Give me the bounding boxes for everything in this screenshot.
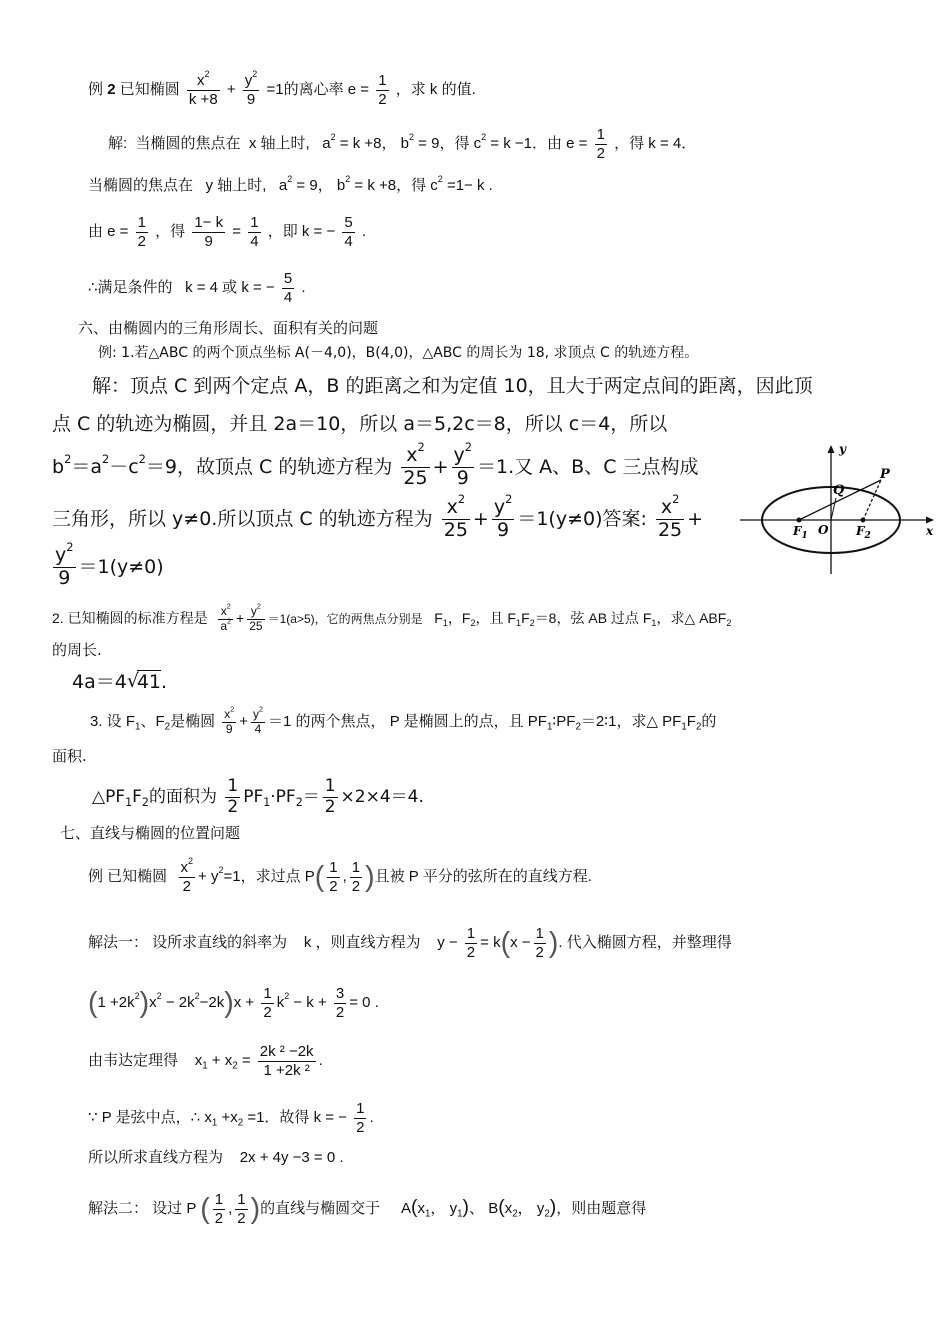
segment-f2-p <box>863 480 881 520</box>
sqrt: √ 41 <box>126 670 162 693</box>
example-7-line: 例 已知椭圆 $\frac{x^2}{2}$ + $y^2=1$，求过点 P( $\frac{1}{2}$ , $\frac{1}{2}$ )且被 P 平分的弦所在的直线方程. <box>88 856 592 895</box>
t: △PF <box>92 787 126 807</box>
answer-3: $\triangle PF_1F_2$的面积为 $\frac{1}{2}$ $PF_1\cdot PF_2=$ $\frac{1}{2}$ ×2×4＝4. <box>92 775 424 817</box>
x-axis-arrow <box>926 517 934 524</box>
t: 3. 设 F <box>90 713 136 730</box>
question-3: 3. 设 $F_1$、$F_2$是椭圆 $\frac{x^2}{9}$ + $\frac{y^2}{4}$ ＝1 的两个焦点， P 是椭圆上的点，且 $PF_1∶PF_2=2∶1$，求△ $PF_1F_2$的 <box>90 704 717 736</box>
label-y: y <box>839 442 846 456</box>
frac: $\frac{y^2}{4}$ <box>253 704 264 736</box>
question-2: 2. 已知椭圆的标准方程是 $\frac{x^2}{a^2}$ + $\frac{y^2}{25}$ ＝1(a>5)，它的两焦点分别是 $F_1$，$F_2$，且 $F_1F_2=8$，弦 AB 过点 $F_1$，求△ $ABF_2$ <box>52 601 732 633</box>
t: ，F <box>447 610 471 626</box>
method-1-line-4: ∵ P 是弦中点，∴ $x_1 +x_2 =1$．故得 k = − $\frac{1}{2}$ . <box>88 1100 374 1136</box>
e: e = <box>347 81 370 98</box>
text: ，求 <box>395 81 426 98</box>
t: x 轴上时, <box>248 135 310 152</box>
focus-f1-point <box>797 518 802 523</box>
t: ＝a <box>71 456 102 478</box>
t: x + <box>233 994 255 1011</box>
t: . <box>369 1109 374 1126</box>
t: A <box>400 1200 411 1217</box>
t: 、 B <box>469 1200 499 1217</box>
num: y <box>244 72 253 90</box>
t: F <box>521 610 530 626</box>
t: ＝1(a>5)，它的两焦点分别是 <box>267 612 423 626</box>
t: 的面积为 <box>148 787 217 807</box>
fraction-half: $\frac{1}{2}$ <box>596 126 605 162</box>
frac: $\frac{1}{2}$ <box>351 859 361 895</box>
frac: $\frac{1}{2}$ <box>324 775 336 817</box>
solution-line-4 <box>88 264 306 312</box>
t: x <box>194 1052 203 1069</box>
solution-line-2: 当椭圆的焦点在 y 轴上时, $a^2 = 9$， $b^2 = k +8$，得 $c^2 =1- k$ . <box>88 173 493 194</box>
t: ，得 <box>155 223 186 240</box>
t: + y <box>198 868 219 885</box>
t: ∶PF <box>552 713 576 730</box>
t: F <box>686 713 696 730</box>
t: ，则由题意得 <box>556 1200 647 1217</box>
label-o: O <box>818 523 829 537</box>
t: = <box>241 1052 251 1069</box>
method-1-line-5 <box>88 1148 344 1168</box>
t: ， y <box>517 1200 545 1217</box>
t: . <box>361 223 367 240</box>
focus-f2-point <box>861 518 866 523</box>
t: = k +8， b <box>339 135 409 152</box>
t: ＝8，弦 AB 过点 F <box>534 610 652 626</box>
solution-line-3 <box>88 208 366 256</box>
solution-line-1: 解: 当椭圆的焦点在 x 轴上时, $a^2 = k +8$， $b^2 = 9$，得 $c^2 = k -1$．由 e = $\frac{1}{2}$ ，得 k = 4． <box>108 126 697 162</box>
method-1-line-1: 解法一： 设所求直线的斜率为 k ，则直线方程为 y − $\frac{1}{2}$ = k(x − $\frac{1}{2}$ ). 代入椭圆方程，并整理得 <box>88 925 732 961</box>
text: 已知椭圆 <box>119 81 180 98</box>
t: ，即 k = − <box>267 223 336 240</box>
method-1-line-3: 由韦达定理得 $x_1 + x_2$ = $\frac{\text{2k ² −2k}}{\text{1 +2k ²}}$ . <box>88 1043 323 1079</box>
t: = <box>232 223 242 240</box>
t: ＝1(y≠0) <box>78 556 164 578</box>
fraction-half: $\frac{1}{2}$ <box>378 72 387 108</box>
t: ＝1(y≠0)答案: <box>517 508 647 530</box>
t: ＝9，故顶点 C 的轨迹方程为 <box>145 456 393 478</box>
t: − 2k <box>165 994 195 1011</box>
t: 是椭圆 <box>170 713 216 730</box>
t: 且被 P 平分的弦所在的直线方程. <box>374 868 592 885</box>
t: ，得 k = 4． <box>614 135 697 152</box>
t: + <box>472 508 489 530</box>
t: ·PF <box>270 787 296 807</box>
t: 解法二： 设过 P <box>88 1200 197 1217</box>
t: + <box>432 456 449 478</box>
t: x − <box>510 934 531 951</box>
t: ＝ <box>302 787 320 807</box>
t: ＝1 的两个焦点， P 是椭圆上的点，且 PF <box>268 713 547 730</box>
text: 的值. <box>441 81 476 98</box>
t: 1 +2k <box>97 994 135 1011</box>
t: F <box>132 787 142 807</box>
t: －c <box>109 456 139 478</box>
section-7-title: 七、直线与椭圆的位置问题 <box>60 824 241 842</box>
t: . <box>161 671 168 693</box>
section-6-title: 六、由椭圆内的三角形周长、面积有关的问题 <box>78 319 379 337</box>
frac: $\frac{y^2}{9}$ <box>55 539 74 589</box>
y-axis-arrow <box>828 445 835 453</box>
t: . <box>301 279 306 296</box>
t: x <box>149 994 157 1011</box>
t: 例 已知椭圆 <box>88 868 168 885</box>
t: ，且 F <box>475 610 516 626</box>
frac: $\frac{y^2}{9}$ <box>453 439 473 489</box>
frac: $\frac{1}{2}$ <box>356 1100 365 1136</box>
frac: $\frac{5}{4}$ <box>344 214 353 250</box>
frac: $\frac{y^2}{25}$ <box>249 601 263 633</box>
k: k <box>429 81 438 98</box>
frac: $\frac{x^2}{25}$ <box>443 491 468 541</box>
label-p: P <box>880 467 890 482</box>
t: 解法一： 设所求直线的斜率为 <box>88 934 288 951</box>
t: =1．故得 k = − <box>247 1109 347 1126</box>
frac: $\frac{y^2}{9}$ <box>493 491 513 541</box>
t: a <box>322 135 331 152</box>
answer-1-line-3: $b^2=a^2-c^2=9$，故顶点 C 的轨迹方程为 $\frac{x^2}{25}$ + $\frac{y^2}{9}$ ＝1.又 A、B、C 三点构成 <box>52 439 699 489</box>
frac: $\frac{1}{2}$ <box>329 859 338 895</box>
t: 4a＝4 <box>72 671 127 693</box>
frac: $\frac{1}{2}$ <box>227 775 239 817</box>
frac: $\frac{1}{2}$ <box>214 1191 224 1227</box>
example-number: 2 <box>107 81 116 98</box>
t: ，求△ ABF <box>656 610 727 626</box>
frac: $\frac{1}{2}$ <box>263 985 272 1021</box>
t: + <box>687 508 704 530</box>
t: 、F <box>140 713 165 730</box>
t: ＝1.又 A、B、C 三点构成 <box>477 456 699 478</box>
t: 当椭圆的焦点在 <box>88 177 194 194</box>
t: = k −1．由 e = <box>490 135 588 152</box>
num: x <box>197 72 205 90</box>
answer-1-line-2: 点 C 的轨迹为椭圆，并且 2a＝10，所以 a＝5,2c＝8，所以 c＝4，所以 <box>52 413 668 435</box>
label-f1: $F_1$ <box>793 524 808 541</box>
frac: $\frac{1}{2}$ <box>237 1191 246 1227</box>
method-1-line-2: $(1 +2k^2)x^2 - 2k^2-2k)x$ + $\frac{1}{2}$ $k^2 - k$ + $\frac{3}{2}$ = 0 . <box>88 985 379 1021</box>
answer-1-line-5 <box>50 539 164 592</box>
t: 解: <box>108 135 128 152</box>
t: . 代入椭圆方程，并整理得 <box>558 934 732 951</box>
t: 2x + 4y −3 = 0 . <box>239 1149 344 1166</box>
t: + x <box>211 1052 233 1069</box>
text: 的离心率 <box>283 81 344 98</box>
example-label: 例 <box>88 81 104 98</box>
t: = 9，得 c <box>418 135 482 152</box>
t: 三角形，所以 y≠0.所以顶点 C 的轨迹方程为 <box>52 508 433 530</box>
question-3-line-2: 面积. <box>52 747 87 765</box>
t: ， y <box>430 1200 458 1217</box>
example-2-line <box>88 68 476 112</box>
t: = 0 . <box>349 994 379 1011</box>
t: ＝2∶1，求△ PF <box>580 713 682 730</box>
t: = 9， b <box>296 177 346 194</box>
frac: $\frac{1- k}{9}$ <box>194 214 224 250</box>
t: =1，求过点 P <box>223 868 315 885</box>
den: 9 <box>246 90 256 108</box>
t: x <box>504 1200 513 1217</box>
frac: $\frac{x^2}{25}$ <box>657 491 683 541</box>
t: 由 e = <box>88 223 129 240</box>
frac: $\frac{1}{4}$ <box>250 214 259 250</box>
t: 当椭圆的焦点在 <box>135 135 241 152</box>
t: y − <box>437 934 458 951</box>
method-2-line-1: 解法二： 设过 P ( $\frac{1}{2}$ , $\frac{1}{2}$ )的直线与椭圆交于 $A(x_1$， $y_1$)、 $B(x_2$， $y_2$)，则由题意得 <box>88 1191 647 1227</box>
t: 的直线与椭圆交于 <box>260 1200 381 1217</box>
t: b <box>52 456 65 478</box>
t: . <box>318 1052 323 1069</box>
t: k ，则直线方程为 <box>303 934 421 951</box>
label-q: Q <box>833 483 845 498</box>
t: k = 4 或 k = − <box>185 279 275 296</box>
t: a <box>278 177 288 194</box>
t: ∴满足条件的 <box>88 279 173 296</box>
label-f2: $F_2$ <box>856 524 871 541</box>
frac: $\frac{x^2}{a^2}$ <box>220 601 232 633</box>
t: +x <box>221 1109 238 1126</box>
t: y 轴上时, <box>205 177 267 194</box>
t: ∵ P 是弦中点，∴ x <box>88 1109 212 1126</box>
question-1: 例: 1.若△ABC 的两个顶点坐标 A(－4,0)，B(4,0)，△ABC 的周长为 18, 求顶点 C 的轨迹方程。 <box>98 345 699 361</box>
frac: $\frac{3}{2}$ <box>335 985 345 1021</box>
t: F <box>434 610 443 626</box>
frac: $\frac{x^2}{9}$ <box>224 704 235 736</box>
t: PF <box>243 787 264 807</box>
t: =1− k . <box>446 177 493 194</box>
frac: $\frac{x^2}{2}$ <box>180 856 194 895</box>
frac: $\frac{1}{2}$ <box>466 925 476 961</box>
frac: $\frac{1}{2}$ <box>137 214 146 250</box>
frac: $\frac{1}{2}$ <box>535 925 544 961</box>
label-x: x <box>926 524 934 538</box>
t: −2k <box>199 994 225 1011</box>
fraction-y2: $\frac{y^2}{9}$ <box>244 69 258 108</box>
t: k <box>276 994 285 1011</box>
question-2-line-2: 的周长. <box>52 641 102 659</box>
t: = k +8，得 c <box>354 177 438 194</box>
answer-2 <box>72 670 167 694</box>
t: ×2×4＝4. <box>340 787 424 807</box>
fraction-x2: $\frac{x^2}{k +8}$ <box>188 69 218 108</box>
answer-1-line-4 <box>52 491 704 544</box>
frac: $\frac{5}{4}$ <box>283 270 293 306</box>
t: 所以所求直线方程为 <box>88 1149 224 1166</box>
answer-1-line-1: 解：顶点 C 到两个定点 A，B 的距离之和为定值 10，且大于两定点间的距离，因此顶 <box>92 375 813 397</box>
frac: $\frac{x^2}{25}$ <box>403 439 428 489</box>
t: − k + <box>293 994 327 1011</box>
t: 由韦达定理得 <box>88 1052 179 1069</box>
op: + <box>226 81 236 98</box>
ellipse-figure <box>738 440 938 580</box>
t: 2. 已知椭圆的标准方程是 <box>52 610 208 626</box>
t: x <box>417 1200 425 1217</box>
den: k +8 <box>188 90 218 108</box>
t: = k <box>480 934 501 951</box>
segment-o-q <box>831 498 836 520</box>
frac: $\frac{\text{2k ² −2k}}{\text{1 +2k ²}}$ <box>259 1043 314 1079</box>
eq: =1 <box>266 81 284 98</box>
